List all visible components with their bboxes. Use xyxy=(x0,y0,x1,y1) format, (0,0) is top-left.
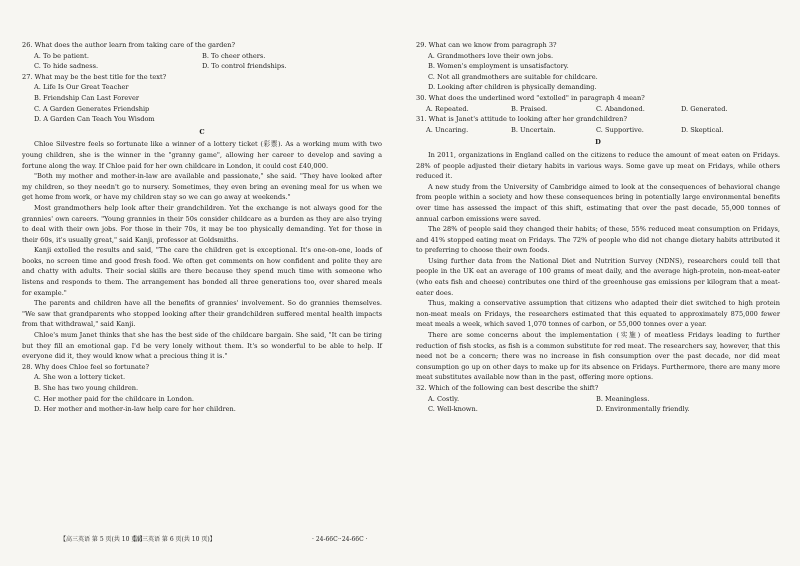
option-b: B. Uncertain. xyxy=(511,125,556,134)
paragraph: Chloe Silvestre feels so fortunate like a winner of a lottery ticket (彩票). As a working mum with two young children, she is the winner in the "granny game", allowing her career to develop and saving a fortune along the way. If Chloe paid for her own childcare in London, it could cost £40,000. xyxy=(22,140,382,170)
exam-page-right xyxy=(400,0,800,566)
option-c: C. Well-known. xyxy=(428,405,478,414)
paragraph: "Both my mother and mother-in-law are available and passionate," she said. "They have looked after my children, so they needn't go to nursery. Sometimes, they even bring an evening meal for us when we get home from work, or have my children stay so we can go away at weekends." xyxy=(22,172,382,202)
option-d: D. Skeptical. xyxy=(681,125,724,134)
paragraph: The 28% of people said they changed their habits; of these, 55% reduced meat consumption on Fridays, and 41% stopped eating meat on Fridays. The 72% of people who did not change dietary habits attributed it to preferring to choose their own foods. xyxy=(416,225,780,255)
paragraph: Most grandmothers help look after their grandchildren. Yet the exchange is not always good for the grannies' own careers. "Young grannies in their 50s consider childcare as a burden as they are also trying to deal with their own jobs. For those in their 70s, it may be too physically demanding. Yet for those in their 60s, it's usually great," said Kanji, professor at Goldsmiths. xyxy=(22,203,382,244)
paragraph: A new study from the University of Cambridge aimed to look at the consequences of behavioral change from people within a society and how these consequences bring in potentially large environmental benefits over time has assessed the impact of this shift, estimating that over the past decade, 55,000 tonnes of annual carbon emissions were saved. xyxy=(416,182,780,223)
option-d: D. To control friendships. xyxy=(202,62,287,71)
option-a: A. Uncaring. xyxy=(426,125,469,134)
option-d: D. A Garden Can Teach You Wisdom xyxy=(34,115,155,124)
option-b: B. She has two young children. xyxy=(34,384,139,392)
page-footer-label: 【高三英语 第 5 页(共 10 页)】 xyxy=(60,536,146,543)
passage-c xyxy=(22,139,382,361)
option-c: C. Her mother paid for the childcare in London. xyxy=(34,394,195,403)
section-heading-d: D xyxy=(595,138,601,147)
paragraph: There are some concerns about the implementation (实施) of meatless Fridays leading to further reduction of fish stocks, as fish is a common substitute for red meat. The researchers say, however, that this need not be a concern; there was no increase in fish consumption over the past decade, nor did meat consumption go up on other days to make up for its absence on Fridays. Furthermore, there are many more meat substitutes available now than in the past, offering more options. xyxy=(416,331,780,382)
option-a: A. She won a lottery ticket. xyxy=(34,373,126,382)
question-text: 30. What does the underlined word "extolled" in paragraph 4 mean? xyxy=(416,93,645,102)
option-a: A. Life Is Our Great Teacher xyxy=(34,83,129,92)
question-text: 29. What can we know from paragraph 3? xyxy=(416,41,557,49)
option-b: B. Praised. xyxy=(511,104,548,113)
passage-d xyxy=(416,150,780,383)
option-d: D. Generated. xyxy=(681,104,728,113)
page-footer-label: 【高三英语 第 6 页(共 10 页)】 xyxy=(130,536,216,543)
paragraph: Thus, making a conservative assumption that citizens who adapted their diet switched to high protein non-meat meals on Fridays, the researchers estimated that this equated to approximately 875,000 fewer meat meals a week, which saved 1,070 tonnes of carbon, or 55,000 tonnes over a year. xyxy=(416,299,780,329)
question-30 xyxy=(416,93,780,114)
page-footer-code: · 24-66C · xyxy=(312,536,342,543)
option-b: B. Friendship Can Last Forever xyxy=(34,93,140,102)
option-b: B. Women's employment is unsatisfactory. xyxy=(428,62,569,71)
question-text: 31. What is Janet's attitude to looking after her grandchildren? xyxy=(416,115,627,124)
question-text: 27. What may be the best title for the text? xyxy=(22,72,167,81)
option-c: C. Supportive. xyxy=(596,125,644,134)
option-a: A. Repeated. xyxy=(426,104,469,113)
option-b: B. Meaningless. xyxy=(596,394,650,403)
paragraph: Kanji extolled the results and said, "The care the children get is exceptional. It's one-on-one, loads of books, no screen time and good fresh food. We often get comments on how confident and polite they are and chatty with adults. Their social skills are there because they spend much time with someone who listens and responds to them. The arrangement has bonded all three generations too, over shared meals for example." xyxy=(22,246,382,297)
option-c: C. Abandoned. xyxy=(596,104,645,113)
page-footer-code: · 24-66C · xyxy=(338,536,368,543)
question-27 xyxy=(22,72,382,125)
question-28 xyxy=(22,362,382,415)
question-26 xyxy=(22,40,382,72)
option-a: A. To be patient. xyxy=(34,51,89,60)
option-d: D. Environmentally friendly. xyxy=(596,405,690,414)
option-c: C. A Garden Generates Friendship xyxy=(34,104,150,113)
option-d: D. Looking after children is physically demanding. xyxy=(428,83,597,92)
section-heading-c: C xyxy=(199,127,205,136)
paragraph: Chloe's mum Janet thinks that she has the best side of the childcare bargain. She said, "It can be tiring but they fill an emotional gap. I'd be very lonely without them. It's so wonderful to be able to help. If everyone did it, they would know what a precious thing it is." xyxy=(22,331,382,361)
option-c: C. Not all grandmothers are suitable for childcare. xyxy=(428,72,598,81)
question-text: 28. Why does Chloe feel so fortunate? xyxy=(22,362,149,371)
question-29 xyxy=(416,40,780,93)
option-a: A. Grandmothers love their own jobs. xyxy=(428,51,554,60)
paragraph: The parents and children have all the benefits of grannies' involvement. So do grannies themselves. "We saw that grandparents who stopped looking after their grandchildren suffered mental health impacts from that withdrawal," said Kanji. xyxy=(22,299,382,329)
question-32 xyxy=(416,383,780,415)
paragraph: In 2011, organizations in England called on the citizens to reduce the amount of meat eaten on Fridays. 28% of people adjusted their dietary habits in various ways. Some gave up meat on Fridays, while others reduced it. xyxy=(416,150,780,181)
option-c: C. To hide sadness. xyxy=(34,62,99,71)
question-text: 26. What does the author learn from taking care of the garden? xyxy=(22,41,236,49)
option-a: A. Costly. xyxy=(428,394,460,403)
question-text: 32. Which of the following can best describe the shift? xyxy=(416,384,599,392)
option-d: D. Her mother and mother-in-law help care for her children. xyxy=(34,405,236,414)
paragraph: Using further data from the National Diet and Nutrition Survey (NDNS), researchers could tell that people in the UK eat an average of 100 grams of meat daily, and the average high-protein, non-meat-eater (who eats fish and cheese) contributes one third of the greenhouse gas emissions per kilogram that a meat-eater does. xyxy=(416,256,780,297)
question-31 xyxy=(416,114,780,135)
option-b: B. To cheer others. xyxy=(202,51,266,60)
